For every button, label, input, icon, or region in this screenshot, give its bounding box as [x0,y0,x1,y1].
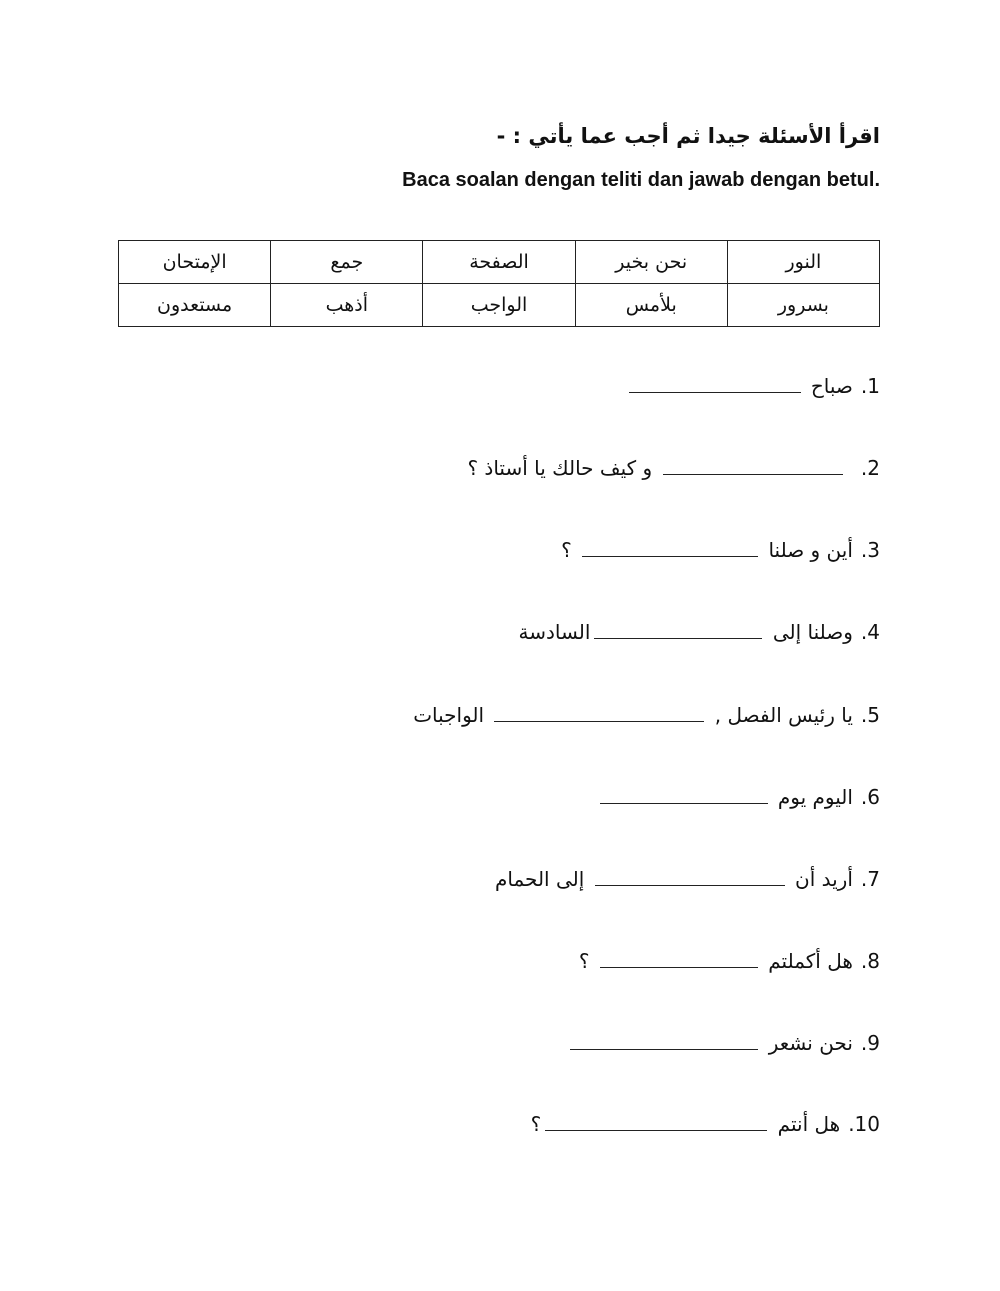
question-number: 10. [848,1112,880,1136]
word-bank-cell: مستعدون [119,284,271,327]
question-text-before: وصلنا إلى [772,620,853,644]
question-text-after: ؟ [530,1112,542,1136]
question-1 [280,370,880,402]
word-bank-cell: نحن بخير [575,241,727,284]
question-number: 1. [860,374,880,398]
answer-blank[interactable] [494,701,704,722]
question-6 [280,781,880,813]
word-bank-cell: الواجب [423,284,575,327]
question-5 [280,699,880,731]
question-10 [280,1108,880,1140]
question-text-after: إلى الحمام [495,867,585,891]
answer-blank[interactable] [570,1029,758,1050]
answer-blank[interactable] [582,536,758,557]
word-bank-cell: بسرور [727,284,879,327]
question-number: 9. [860,1031,880,1055]
question-text-before: أين و صلنا [768,538,853,562]
question-text-after: ؟ [561,538,572,562]
question-2 [280,452,880,484]
answer-blank[interactable] [545,1110,767,1131]
question-number: 2. [860,456,880,480]
question-text-before: اليوم يوم [777,785,853,809]
word-bank-table [118,240,880,327]
question-text-after: الواجبات [413,703,485,727]
question-number: 3. [860,538,880,562]
question-8 [280,945,880,977]
question-number: 4. [860,620,880,644]
word-bank-cell: النور [727,241,879,284]
question-text-after: و كيف حالك يا أستاذ ؟ [467,456,653,480]
answer-blank[interactable] [600,783,768,804]
instruction-arabic: اقرأ الأسئلة جيدا ثم أجب عما يأتي : - [496,124,880,148]
question-number: 7. [860,867,880,891]
word-bank-cell: الإمتحان [119,241,271,284]
question-3 [280,534,880,566]
question-text-before: هل أكملتم [768,949,853,973]
answer-blank[interactable] [663,454,843,475]
word-bank-cell: بلأمس [575,284,727,327]
word-bank-cell: أذهب [271,284,423,327]
answer-blank[interactable] [600,947,758,968]
question-text-before: يا رئيس الفصل , [714,703,853,727]
question-text-after: ؟ [578,949,590,973]
question-9 [280,1027,880,1059]
word-bank-cell: جمع [271,241,423,284]
question-number: 6. [860,785,880,809]
word-bank-cell: الصفحة [423,241,575,284]
question-number: 5. [860,703,880,727]
answer-blank[interactable] [629,372,801,393]
answer-blank[interactable] [594,618,762,639]
instruction-malay: Baca soalan dengan teliti dan jawab dengan betul. [402,169,880,191]
question-7 [280,863,880,895]
answer-blank[interactable] [595,865,785,886]
question-text-before: أريد أن [795,867,853,891]
question-text-before: صباح [810,374,853,398]
question-text-before: نحن نشعر [768,1031,853,1055]
question-text-before: هل أنتم [777,1112,841,1136]
word-bank-row [119,241,880,284]
word-bank-row [119,284,880,327]
question-4 [280,616,880,648]
question-text-after: السادسة [518,620,591,644]
question-number: 8. [860,949,880,973]
